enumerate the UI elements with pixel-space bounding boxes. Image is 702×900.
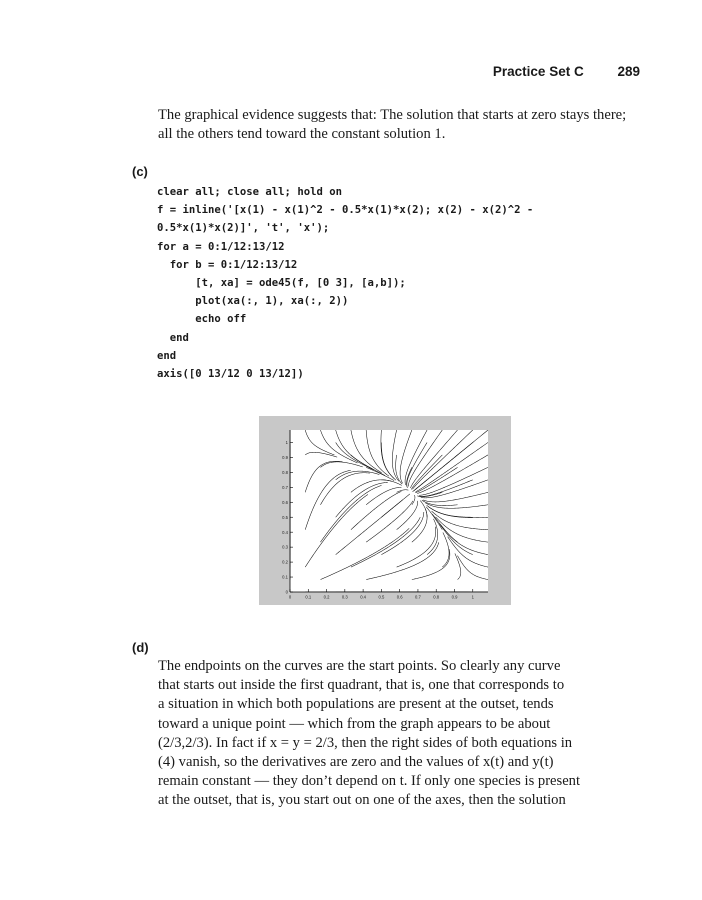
part-d-paragraph <box>158 657 643 811</box>
code-line: end <box>157 349 177 362</box>
text-line: toward a unique point — which from the graph appears to be about <box>158 715 551 732</box>
x-tick-label: 0.2 <box>323 594 330 600</box>
code-line: 0.5*x(1)*x(2)]', 't', 'x'); <box>157 222 330 235</box>
x-tick-label: 0 <box>288 594 292 600</box>
x-tick-label: 0.5 <box>378 594 385 600</box>
x-tick-label: 0.9 <box>451 594 458 600</box>
y-tick-label: 0.3 <box>282 544 288 550</box>
running-head <box>0 64 640 79</box>
y-tick-label: 0 <box>285 589 288 595</box>
text-line: that starts out inside the first quadrant, that is, one that corresponds to <box>158 677 565 694</box>
code-line: [t, xa] = ode45(f, [0 3], [a,b]); <box>157 276 406 289</box>
code-line: for a = 0:1/12:13/12 <box>157 240 285 253</box>
x-tick-label: 0.3 <box>341 594 348 600</box>
text-line: remain constant — they don’t depend on t. If only one species is present <box>158 773 581 790</box>
code-line: f = inline('[x(1) - x(1)^2 - 0.5*x(1)*x(2); x(2) - x(2)^2 - <box>157 204 534 217</box>
y-tick-label: 0.1 <box>282 574 288 580</box>
code-line: for b = 0:1/12:13/12 <box>157 258 298 271</box>
y-tick-label: 0.4 <box>282 529 288 535</box>
y-tick-label: 0.2 <box>282 559 288 565</box>
y-tick-label: 0.9 <box>282 455 288 461</box>
phase-portrait-figure <box>259 416 511 605</box>
y-tick-label: 1 <box>285 440 288 446</box>
running-head-title: Practice Set C <box>492 64 584 79</box>
part-d-label: (d) <box>132 640 149 655</box>
text-line: The endpoints on the curves are the start points. So clearly any curve <box>158 658 561 674</box>
part-c-label: (c) <box>132 164 148 179</box>
text-line: (2/3,2/3). In fact if x = y = 2/3, then the right sides of both equations in <box>158 734 573 751</box>
page-number: 289 <box>617 64 640 79</box>
text-line: at the outset, that is, you start out on one of the axes, then the solution <box>158 792 566 809</box>
text-line: (4) vanish, so the derivatives are zero and the values of x(t) and y(t) <box>158 753 554 770</box>
x-tick-label: 0.4 <box>360 594 367 600</box>
y-tick-label: 0.6 <box>282 499 288 505</box>
intro-paragraph: The graphical evidence suggests that: The solution that starts at zero stays there; all the others tend toward the constant solution 1. <box>158 107 627 142</box>
x-tick-label: 1 <box>471 594 474 600</box>
y-tick-label: 0.8 <box>282 469 288 475</box>
y-tick-label: 0.5 <box>282 514 288 520</box>
code-line: end <box>157 331 189 344</box>
code-line: echo off <box>157 313 247 326</box>
x-tick-label: 0.8 <box>433 594 440 600</box>
matlab-code-block <box>157 183 533 383</box>
y-tick-label: 0.7 <box>282 484 288 490</box>
code-line: plot(xa(:, 1), xa(:, 2)) <box>157 295 349 308</box>
x-tick-label: 0.7 <box>415 594 421 600</box>
text-line: a situation in which both populations are present at the outset, tends <box>158 696 554 713</box>
x-tick-label: 0.6 <box>396 594 403 600</box>
code-line: axis([0 13/12 0 13/12]) <box>157 367 304 380</box>
x-tick-label: 0.1 <box>305 594 312 600</box>
phase-portrait-plot <box>259 416 511 605</box>
code-line: clear all; close all; hold on <box>157 186 342 198</box>
